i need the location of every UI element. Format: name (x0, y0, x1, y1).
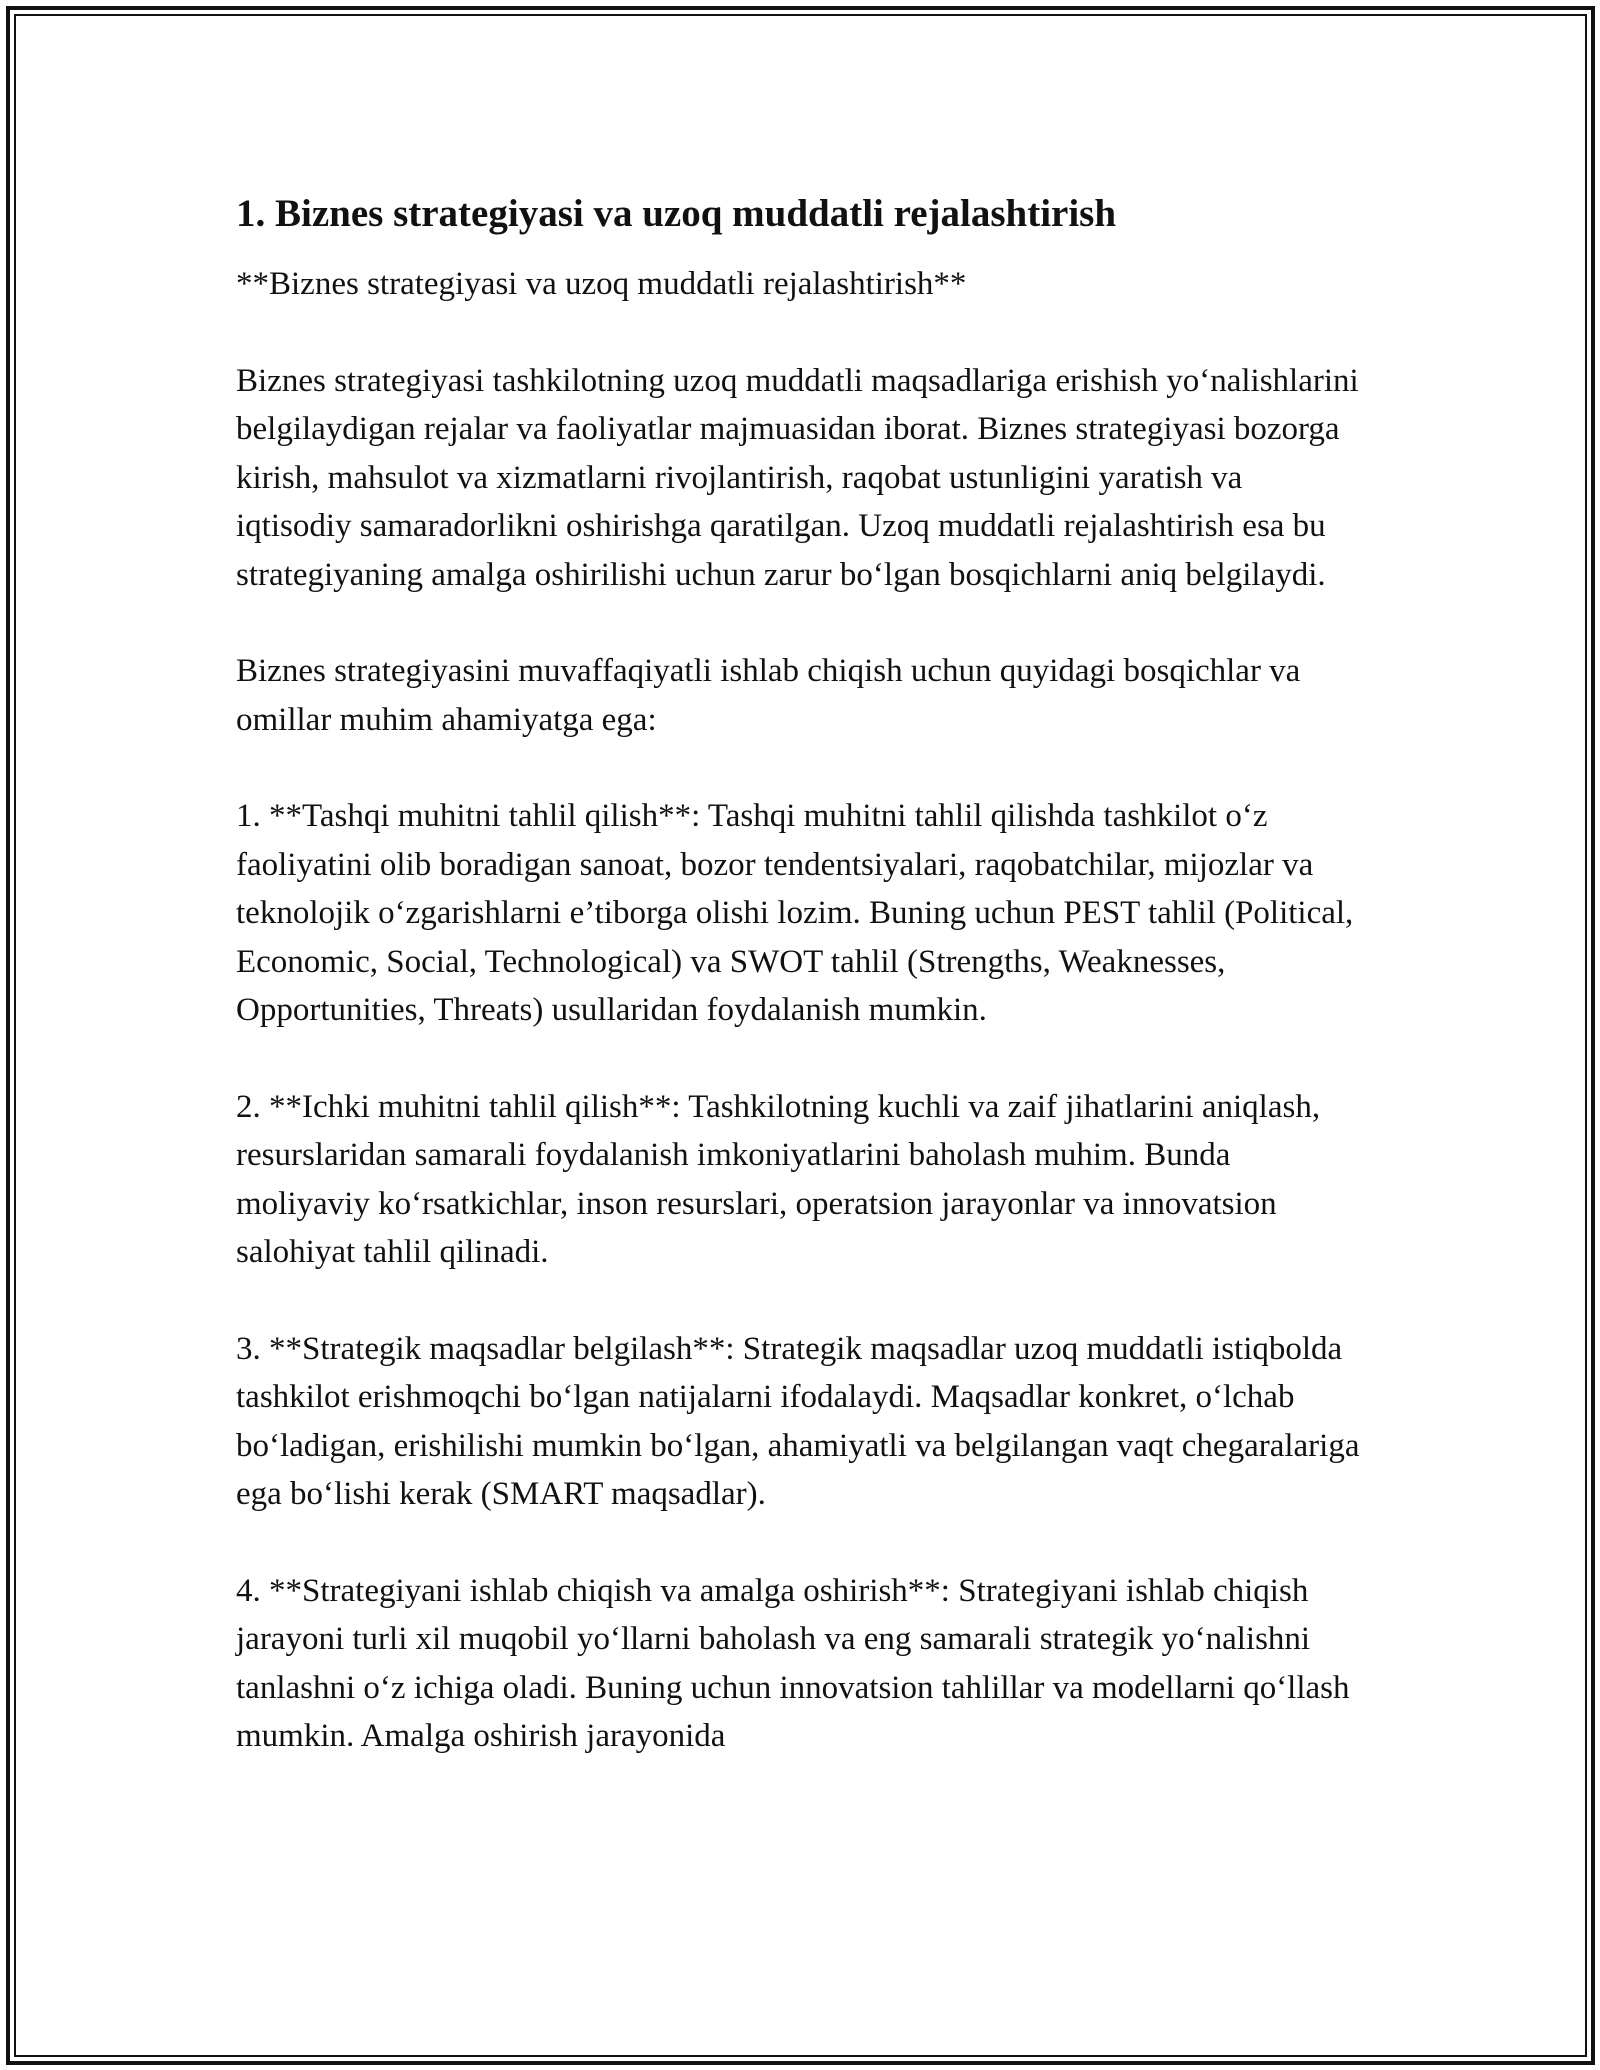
page-title: 1. Biznes strategiyasi va uzoq muddatli rejalashtirish (236, 192, 1117, 235)
list-item-2: 2. **Ichki muhitni tahlil qilish**: Tashkilotning kuchli va zaif jihatlarini aniqlash, resurslaridan samarali foydalanish imkoniyatlarini baholash muhim. Bunda moliyaviy ko‘rsatkichlar, inson resurslari, operatsion jarayonlar va innovatsion salohiyat tahlil qilinadi. (236, 1088, 1321, 1270)
list-item-1: 1. **Tashqi muhitni tahlil qilish**: Tashqi muhitni tahlil qilishda tashkilot o‘z faoliyatini olib boradigan sanoat, bozor tendentsiyalari, raqobatchilar, mijozlar va teknolojik o‘zgarishlarni e’tiborga olishi lozim. Buning uchun PEST tahlil (Political, Economic, Social, Technological) va SWOT tahlil (Strengths, Weaknesses, Opportunities, Threats) usullaridan foydalanish mumkin. (236, 798, 1354, 1028)
document-body (236, 184, 1366, 1761)
steps-intro-paragraph: Biznes strategiyasini muvaffaqiyatli ishlab chiqish uchun quyidagi bosqichlar va omillar muhim ahamiyatga ega: (236, 653, 1301, 738)
subtitle-paragraph: **Biznes strategiyasi va uzoq muddatli rejalashtirish** (236, 266, 967, 302)
list-item-4: 4. **Strategiyani ishlab chiqish va amalga oshirish**: Strategiyani ishlab chiqish jarayoni turli xil muqobil yo‘llarni baholash va eng samarali strategik yo‘nalishni tanlashni o‘z ichiga oladi. Buning uchun innovatsion tahlillar va modellarni qo‘llash mumkin. Amalga oshirish jarayonida (236, 1572, 1350, 1754)
list-item-3: 3. **Strategik maqsadlar belgilash**: Strategik maqsadlar uzoq muddatli istiqbolda tashkilot erishmoqchi bo‘lgan natijalarni ifodalaydi. Maqsadlar konkret, o‘lchab bo‘ladigan, erishilishi mumkin bo‘lgan, ahamiyatli va belgilangan vaqt chegaralariga ega bo‘lishi kerak (SMART maqsadlar). (236, 1330, 1360, 1512)
intro-paragraph: Biznes strategiyasi tashkilotning uzoq muddatli maqsadlariga erishish yo‘nalishlarini belgilaydigan rejalar va faoliyatlar majmuasidan iborat. Biznes strategiyasi bozorga kirish, mahsulot va xizmatlarni rivojlantirish, raqobat ustunligini yaratish va iqtisodiy samaradorlikni oshirishga qaratilgan. Uzoq muddatli rejalashtirish esa bu strategiyaning amalga oshirilishi uchun zarur bo‘lgan bosqichlarni aniq belgilaydi. (236, 362, 1359, 593)
